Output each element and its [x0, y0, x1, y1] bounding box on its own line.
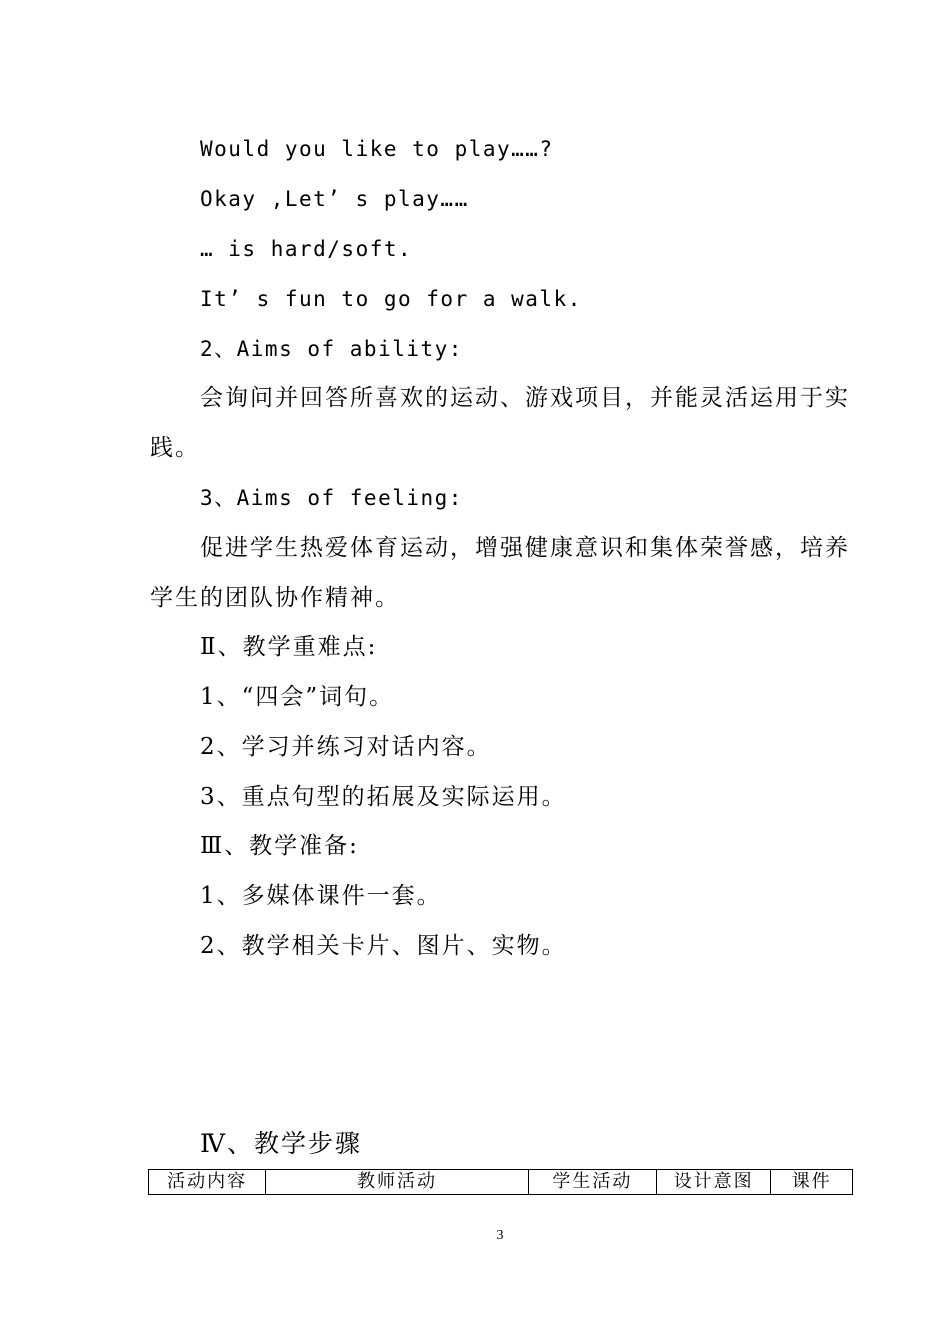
text-line-3: … is hard/soft. [200, 237, 413, 261]
section-3-item-1: 1、多媒体课件一套。 [200, 883, 442, 909]
table-header-cell: 教师活动 [266, 1170, 528, 1195]
ability-paragraph-line-2: 践。 [150, 435, 200, 461]
aims-of-ability-heading: 2、Aims of ability: [200, 337, 463, 361]
text-line-1: Would you like to play……? [200, 137, 554, 161]
section-2-item-2: 2、学习并练习对话内容。 [200, 734, 492, 760]
section-2-item-1: 1、“四会”词句。 [200, 684, 395, 710]
text-line-4: It’ s fun to go for a walk. [200, 287, 582, 311]
section-3-item-2: 2、教学相关卡片、图片、实物。 [200, 933, 567, 959]
teaching-steps-table [148, 1169, 853, 1195]
section-2-item-3: 3、重点句型的拓展及实际运用。 [200, 784, 567, 810]
section-4-heading: Ⅳ、教学步骤 [200, 1129, 362, 1158]
table-header-row [149, 1170, 853, 1195]
feeling-paragraph-line-1: 促进学生热爱体育运动，增强健康意识和集体荣誉感，培养 [200, 535, 850, 561]
table-header-cell: 学生活动 [528, 1170, 656, 1195]
aims-of-feeling-heading: 3、Aims of feeling: [200, 486, 463, 510]
table-header-cell: 活动内容 [149, 1170, 266, 1195]
feeling-paragraph-line-2: 学生的团队协作精神。 [150, 585, 400, 611]
section-2-heading: Ⅱ、教学重难点: [200, 634, 378, 660]
table-header-cell: 设计意图 [657, 1170, 771, 1195]
ability-paragraph-line-1: 会询问并回答所喜欢的运动、游戏项目，并能灵活运用于实 [200, 385, 850, 411]
page-number: 3 [496, 1228, 504, 1243]
text-line-2: Okay ,Let’ s play…… [200, 187, 469, 211]
table-header-cell: 课件 [771, 1170, 853, 1195]
section-3-heading: Ⅲ、教学准备: [200, 833, 359, 859]
